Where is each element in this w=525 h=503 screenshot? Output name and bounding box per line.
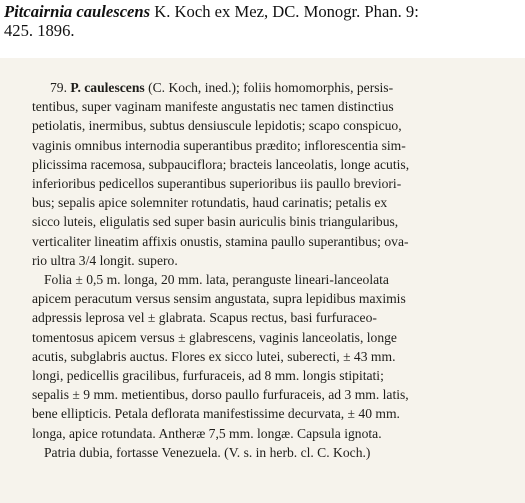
details-line: longi, pedicellis gracilibus, furfuraceis, ad 8 mm. longis stipitati; [32,368,384,384]
details-line: longa, apice rotundata. Antheræ 7,5 mm. longæ. Capsula ignota. [32,425,382,441]
details-line: Folia ± 0,5 m. longa, 20 mm. lata, peranguste lineari-lanceolata [44,272,389,288]
citation-header [4,2,519,40]
description-line: bus; sepalis apice solemniter rotundatis, haud carinatis; petalis ex [32,195,388,211]
details-line: bene ellipticis. Petala deflorata manifestissime decurvata, ± 40 mm. [32,406,400,422]
species-number: 79. [50,80,67,95]
description-line: petiolatis, inermibus, subtus densiuscule lepidotis; scapo conspicuo, [32,118,402,134]
description-line: tentibus, super vaginam manifeste angustatis nec tamen distinctius [32,99,394,115]
description-line: verticaliter lineatim affixis onustis, stamina paullo superantibus; ova- [32,233,409,249]
description-line: rio ultra 3/4 longit. supero. [32,252,178,268]
details-line: adpressis leprosa vel ± glabrata. Scapus rectus, basi furfuraceo- [32,310,377,326]
details-line: tomentosus apicem versus ± glabrescens, vaginis lanceolatis, longe [32,329,397,345]
species-epithet: P. caulescens [70,80,145,95]
details-line: apicem peracutum versus sensim angustata, supra lepidibus maximis [32,291,406,307]
citation-text-line2: 425. 1896. [4,21,75,40]
scanned-text-block [32,78,510,462]
species-name: Pitcairnia caulescens [4,2,151,21]
description-line: plicissima racemosa, subpauciflora; bracteis lanceolatis, longe acutis, [32,156,410,172]
citation-text: K. Koch ex Mez, DC. Monogr. Phan. 9: [150,2,419,21]
scanned-page [0,58,525,503]
description-line: inferioribus pedicellos superantibus superioribus iis paullo breviori- [32,176,402,192]
description-line: 79. P. caulescens (C. Koch, ined.); foliis homomorphis, persis- [50,80,394,95]
details-line: acutis, subglabris auctus. Flores ex sicco lutei, suberecti, ± 43 mm. [32,348,396,364]
origin-line: Patria dubia, fortasse Venezuela. (V. s. in herb. cl. C. Koch.) [44,444,371,460]
description-line: vaginis omnibus internodia superantibus prædito; inflorescentia sim- [32,137,406,153]
details-line: sepalis ± 9 mm. metientibus, dorso paullo furfuraceis, ad 3 mm. latis, [32,387,409,403]
description-line: sicco luteis, eligulatis sed super basin auriculis binis triangularibus, [32,214,399,230]
